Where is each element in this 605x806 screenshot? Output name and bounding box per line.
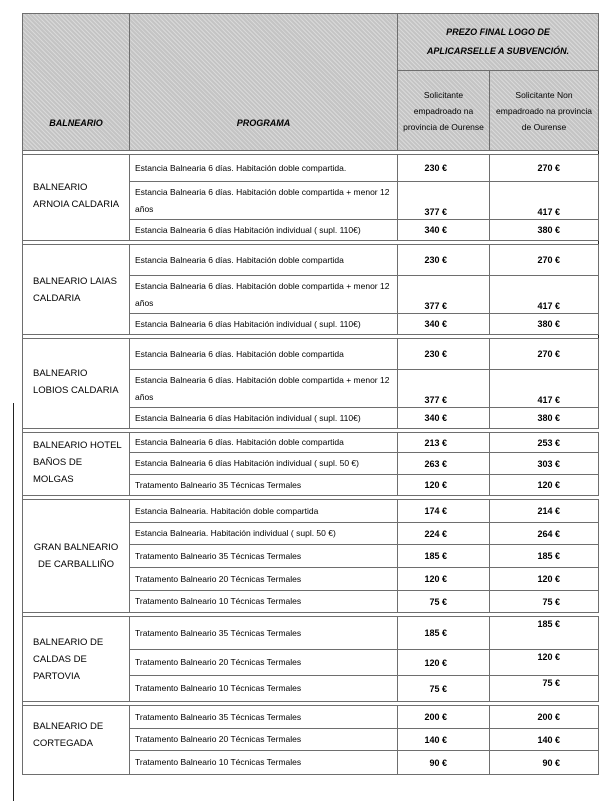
price-non-empadroado: 270 € (490, 339, 599, 370)
price-empadroado: 340 € (398, 314, 490, 335)
price-empadroado: 340 € (398, 220, 490, 241)
price-table (22, 13, 599, 775)
programa-cell: Estancia Balnearia 6 días. Habitación doble compartida (130, 339, 398, 370)
table-row (23, 706, 599, 729)
price-non-empadroado: 75 € (490, 676, 599, 702)
programa-cell: Tratamento Balneario 35 Técnicas Termales (130, 706, 398, 729)
programa-cell: Tratamento Balneario 20 Técnicas Termales (130, 650, 398, 676)
programa-cell: Estancia Balnearia 6 días. Habitación doble compartida + menor 12 años (130, 182, 398, 220)
price-empadroado: 230 € (398, 155, 490, 182)
programa-cell: Estancia Balnearia 6 días. Habitación doble compartida + menor 12 años (130, 370, 398, 408)
price-non-empadroado: 417 € (490, 182, 599, 220)
balneario-name: BALNEARIO HOTEL BAÑOS DE MOLGAS (23, 433, 130, 496)
programa-cell: Estancia Balnearia 6 días Habitación individual ( supl. 110€) (130, 220, 398, 241)
header-non-empadroado: Solicitante Non empadroado na provincia de Ourense (490, 71, 599, 151)
programa-cell: Estancia Balnearia 6 días. Habitación doble compartida + menor 12 años (130, 276, 398, 314)
balneario-name: BALNEARIO LAIAS CALDARIA (23, 245, 130, 335)
price-non-empadroado: 264 € (490, 523, 599, 545)
price-empadroado: 213 € (398, 433, 490, 453)
price-empadroado: 377 € (398, 370, 490, 408)
price-non-empadroado: 270 € (490, 155, 599, 182)
header-empadroado: Solicitante empadroado na provincia de Ourense (398, 71, 490, 151)
programa-cell: Estancia Balnearia 6 días Habitación individual ( supl. 110€) (130, 314, 398, 335)
price-empadroado: 224 € (398, 523, 490, 545)
programa-cell: Tratamento Balneario 20 Técnicas Termales (130, 568, 398, 591)
balneario-name: BALNEARIO DE CALDAS DE PARTOVIA (23, 617, 130, 702)
balneario-name: BALNEARIO LOBIOS CALDARIA (23, 339, 130, 429)
balneario-name: GRAN BALNEARIO DE CARBALLIÑO (23, 500, 130, 613)
price-empadroado: 75 € (398, 591, 490, 613)
price-empadroado: 140 € (398, 729, 490, 751)
price-non-empadroado: 380 € (490, 408, 599, 429)
price-empadroado: 185 € (398, 617, 490, 650)
table-row (23, 433, 599, 453)
price-empadroado: 230 € (398, 245, 490, 276)
price-empadroado: 230 € (398, 339, 490, 370)
price-non-empadroado: 90 € (490, 751, 599, 775)
price-empadroado: 340 € (398, 408, 490, 429)
price-table-sheet (22, 13, 598, 775)
price-empadroado: 263 € (398, 453, 490, 475)
price-non-empadroado: 185 € (490, 617, 599, 650)
programa-cell: Estancia Balnearia 6 días. Habitación doble compartida (130, 433, 398, 453)
table-row (23, 155, 599, 182)
programa-cell: Tratamento Balneario 10 Técnicas Termales (130, 676, 398, 702)
price-empadroado: 200 € (398, 706, 490, 729)
price-empadroado: 120 € (398, 568, 490, 591)
price-empadroado: 120 € (398, 650, 490, 676)
price-empadroado: 174 € (398, 500, 490, 523)
programa-cell: Tratamento Balneario 20 Técnicas Termales (130, 729, 398, 751)
price-non-empadroado: 380 € (490, 314, 599, 335)
programa-cell: Estancia Balnearia 6 días. Habitación doble compartida. (130, 155, 398, 182)
price-non-empadroado: 253 € (490, 433, 599, 453)
price-non-empadroado: 214 € (490, 500, 599, 523)
price-non-empadroado: 140 € (490, 729, 599, 751)
header-price-title: PREZO FINAL LOGO DE APLICARSELLE A SUBVENCIÓN. (398, 14, 599, 71)
price-non-empadroado: 417 € (490, 370, 599, 408)
programa-cell: Estancia Balnearia. Habitación individual ( supl. 50 €) (130, 523, 398, 545)
header-balneario: BALNEARIO (23, 14, 130, 151)
price-non-empadroado: 270 € (490, 245, 599, 276)
price-empadroado: 377 € (398, 276, 490, 314)
price-non-empadroado: 303 € (490, 453, 599, 475)
balneario-name: BALNEARIO ARNOIA CALDARIA (23, 155, 130, 241)
price-empadroado: 185 € (398, 545, 490, 568)
programa-cell: Estancia Balnearia. Habitación doble compartida (130, 500, 398, 523)
price-empadroado: 75 € (398, 676, 490, 702)
programa-cell: Tratamento Balneario 35 Técnicas Termales (130, 545, 398, 568)
programa-cell: Estancia Balnearia 6 días Habitación individual ( supl. 110€) (130, 408, 398, 429)
table-row (23, 339, 599, 370)
programa-cell: Tratamento Balneario 10 Técnicas Termales (130, 751, 398, 775)
table-row (23, 617, 599, 650)
price-empadroado: 90 € (398, 751, 490, 775)
page-edge-left (13, 403, 14, 801)
table-row (23, 500, 599, 523)
price-non-empadroado: 120 € (490, 568, 599, 591)
price-non-empadroado: 185 € (490, 545, 599, 568)
header-programa: PROGRAMA (130, 14, 398, 151)
programa-cell: Estancia Balnearia 6 días. Habitación doble compartida (130, 245, 398, 276)
price-non-empadroado: 417 € (490, 276, 599, 314)
price-empadroado: 120 € (398, 475, 490, 496)
programa-cell: Tratamento Balneario 35 Técnicas Termales (130, 617, 398, 650)
price-non-empadroado: 120 € (490, 475, 599, 496)
programa-cell: Tratamento Balneario 35 Técnicas Termales (130, 475, 398, 496)
programa-cell: Estancia Balnearia 6 días Habitación individual ( supl. 50 €) (130, 453, 398, 475)
price-empadroado: 377 € (398, 182, 490, 220)
table-row (23, 245, 599, 276)
programa-cell: Tratamento Balneario 10 Técnicas Termales (130, 591, 398, 613)
balneario-name: BALNEARIO DE CORTEGADA (23, 706, 130, 775)
price-non-empadroado: 200 € (490, 706, 599, 729)
price-non-empadroado: 120 € (490, 650, 599, 676)
price-non-empadroado: 380 € (490, 220, 599, 241)
price-non-empadroado: 75 € (490, 591, 599, 613)
